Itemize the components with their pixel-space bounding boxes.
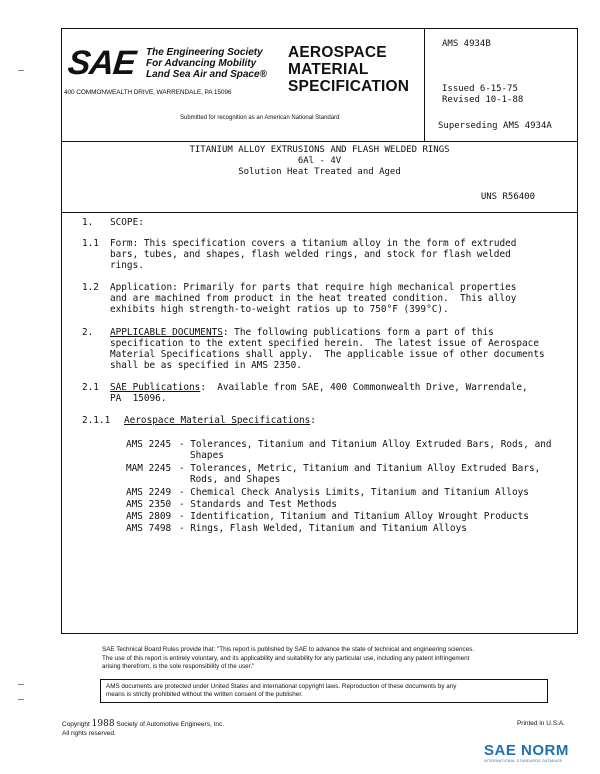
reference-title: - Rings, Flash Welded, Titanium and Titanium Alloys xyxy=(179,523,467,534)
reference-title: - Chemical Check Analysis Limits, Titanium and Titanium Alloys xyxy=(179,487,529,498)
header-left xyxy=(62,29,425,141)
title-line: SPECIFICATION xyxy=(288,78,410,95)
copyright xyxy=(62,720,224,738)
watermark-text: SAE NORM xyxy=(484,742,569,759)
text-line: : The following publications form a part of this xyxy=(222,327,494,338)
section-number: 2. xyxy=(82,327,94,338)
reference-id: AMS 2245 xyxy=(126,439,172,450)
copyright-owner: Society of Automotive Engineers, Inc. xyxy=(116,721,225,728)
section-text xyxy=(124,415,316,426)
title-alloy: 6Al - 4V xyxy=(297,156,342,166)
rights-reserved: All rights reserved. xyxy=(62,730,116,737)
section-label: Form: xyxy=(110,238,139,249)
section-label: SAE Publications xyxy=(110,382,201,393)
section-text xyxy=(110,327,494,338)
section-number: 2.1 xyxy=(82,382,99,393)
copyright-year: 1988 xyxy=(91,719,115,729)
document-type-title xyxy=(288,44,409,95)
text-line: shall be as specified in AMS 2350. xyxy=(110,360,302,371)
text-line: bars, tubes, and shapes, flash welded rings, and stock for flash welded xyxy=(110,249,511,260)
issue-dates xyxy=(442,84,523,106)
scan-mark xyxy=(18,70,24,75)
title-material: TITANIUM ALLOY EXTRUSIONS AND FLASH WELDED RINGS xyxy=(189,145,450,155)
section-number: 1.2 xyxy=(82,282,99,293)
reference-id: MAM 2245 xyxy=(126,463,172,474)
sae-norm-watermark xyxy=(484,742,569,763)
revised-date: Revised 10-1-88 xyxy=(442,95,524,105)
note-line: The use of this report is entirely voluntary, and its applicability and suitability for any particular use, including any patent infringement xyxy=(102,654,470,662)
text-line: and are machined from product in the heat treated condition. This alloy xyxy=(110,293,517,304)
watermark-subtitle: INTERNATIONAL STANDARDS DATABASE xyxy=(484,759,563,763)
section-text xyxy=(110,282,516,293)
society-line: For Advancing Mobility xyxy=(146,58,257,69)
reference-title: - Standards and Test Methods xyxy=(179,499,338,510)
text-line: Material Specifications shall apply. The applicable issue of other documents xyxy=(110,349,545,360)
reference-id: AMS 2249 xyxy=(126,487,172,498)
note-line: SAE Technical Board Rules provide that: "This report is published by SAE to advance the state of technical and engineering sciences. xyxy=(102,646,475,653)
note-line: AMS documents are protected under United States and international copyright laws. Reproduction of these documents by any xyxy=(106,683,457,690)
issued-date: Issued 6-15-75 xyxy=(442,84,518,94)
reference-title: Shapes xyxy=(190,450,224,461)
section-label: Application: xyxy=(110,282,178,293)
submitted-note: Submitted for recognition as an American National Standard xyxy=(180,115,340,121)
society-line: Land Sea Air and Space® xyxy=(146,69,267,80)
superseding: Superseding AMS 4934A xyxy=(438,121,552,131)
reference-id: AMS 2809 xyxy=(126,511,172,522)
note-line: arising therefrom, is the sole responsibility of the user." xyxy=(102,663,255,670)
section-heading: SCOPE: xyxy=(110,217,144,228)
text-line: : xyxy=(310,415,316,426)
title-condition: Solution Heat Treated and Aged xyxy=(238,167,401,177)
scan-mark xyxy=(18,699,24,704)
document-number: AMS 4934B xyxy=(442,39,491,49)
reference-title: Rods, and Shapes xyxy=(190,474,281,485)
text-line: rings. xyxy=(110,260,144,271)
note-line: means is strictly prohibited without the written consent of the publisher. xyxy=(106,691,303,698)
uns-number: UNS R56400 xyxy=(480,192,535,202)
sae-address: 400 COMMONWEALTH DRIVE, WARRENDALE, PA 15096 xyxy=(64,89,232,96)
specification-frame xyxy=(61,28,578,634)
society-line: The Engineering Society xyxy=(146,47,263,58)
society-tagline xyxy=(146,47,267,80)
copyright-notice-box xyxy=(100,679,548,703)
section-number: 2.1.1 xyxy=(82,415,111,426)
section-label: APPLICABLE DOCUMENTS xyxy=(110,327,223,338)
text-line: Primarily for parts that require high mechanical properties xyxy=(177,282,517,293)
technical-board-note xyxy=(102,646,562,672)
section-number: 1.1 xyxy=(82,238,99,249)
sae-logo: SAE xyxy=(66,44,137,82)
section-label: Aerospace Material Specifications xyxy=(124,415,311,426)
copyright-prefix: Copyright xyxy=(62,721,90,728)
title-line: MATERIAL xyxy=(288,61,369,78)
reference-id: AMS 7498 xyxy=(126,523,172,534)
title-line: AEROSPACE xyxy=(288,44,387,61)
printed-in: Printed in U.S.A. xyxy=(516,720,565,727)
text-line: : Available from SAE, 400 Commonwealth Drive, Warrendale, xyxy=(200,382,528,393)
section-text xyxy=(110,238,516,249)
text-line: specification to the extent specified herein. The latest issue of Aerospace xyxy=(110,338,539,349)
divider xyxy=(62,141,577,142)
header-right xyxy=(424,29,577,141)
divider xyxy=(62,212,577,213)
reference-title: - Tolerances, Titanium and Titanium Alloy Extruded Bars, Rods, and xyxy=(179,439,552,450)
text-line: This specification covers a titanium alloy in the form of extruded xyxy=(138,238,517,249)
reference-title: - Tolerances, Metric, Titanium and Titanium Alloy Extruded Bars, xyxy=(179,463,541,474)
reference-title: - Identification, Titanium and Titanium Alloy Wrought Products xyxy=(179,511,529,522)
text-line: PA 15096. xyxy=(110,393,167,404)
specification-title xyxy=(62,145,577,178)
reference-id: AMS 2350 xyxy=(126,499,172,510)
scan-mark xyxy=(18,684,24,689)
text-line: exhibits high strength-to-weight ratios up to 750°F (399°C). xyxy=(110,304,449,315)
section-text xyxy=(110,382,528,393)
section-number: 1. xyxy=(82,217,94,228)
